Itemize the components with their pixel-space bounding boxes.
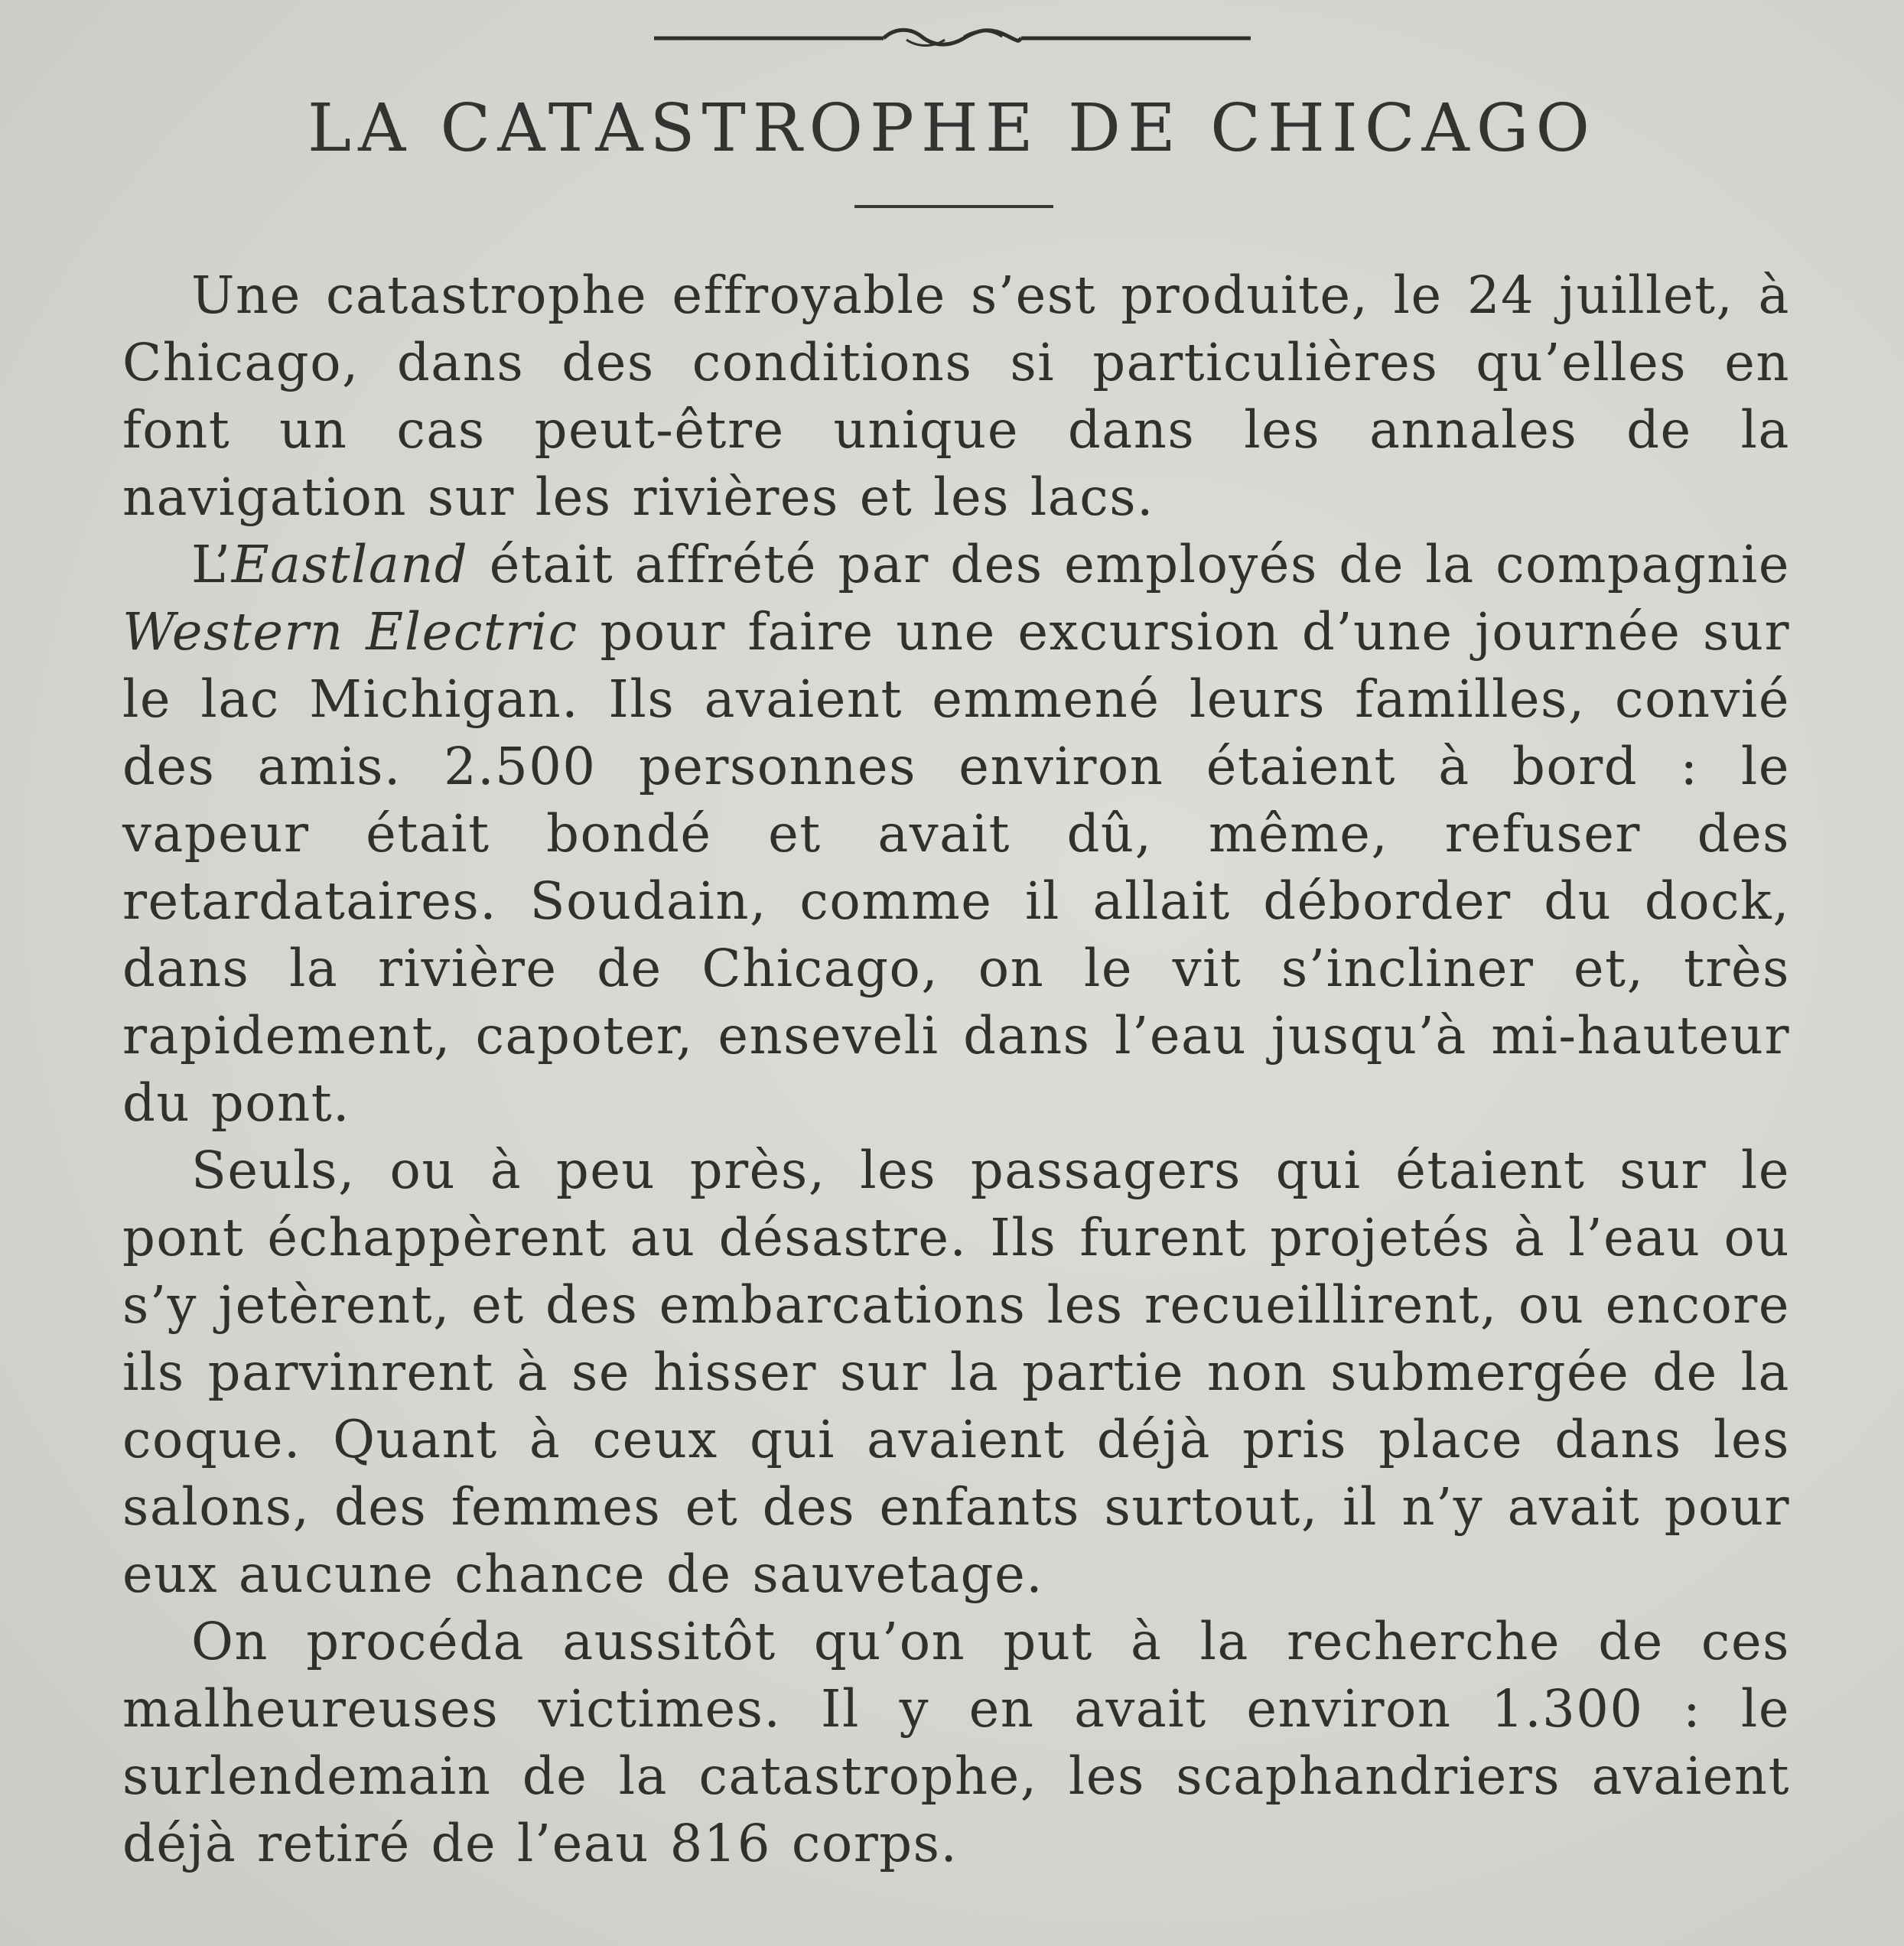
title-rule: [854, 205, 1053, 208]
text-run: Une catastrophe effroyable s’est produite, le 24 juillet, à Chicago, dans des conditions si particulières qu’elles en font un cas peut-être unique dans les annales de la navigation sur les rivières et les lacs.: [122, 265, 1790, 527]
text-run: L’: [191, 535, 232, 594]
text-run: était affrété par des employés de la compagnie: [468, 535, 1790, 594]
paragraph-4: [122, 1608, 1790, 1877]
italic-name: Eastland: [231, 535, 469, 594]
paragraph-2: [122, 531, 1790, 1137]
text-run: On procéda aussitôt qu’on put à la recherche de ces malheureuses victimes. Il y en avait environ 1.300 : le surlendemain de la catastrophe, les scaphandriers avaient déjà retiré de l’eau 816 corps.: [122, 1612, 1790, 1873]
text-run: pour faire une excursion d’une journée sur le lac Michigan. Ils avaient emmené leurs familles, convié des amis. 2.500 personnes environ étaient à bord : le vapeur était bondé et avait dû, même, refuser des retardataires. Soudain, comme il allait déborder du dock, dans la rivière de Chicago, on le vit s’incliner et, très rapidement, capoter, enseveli dans l’eau jusqu’à mi-hauteur du pont.: [122, 602, 1791, 1133]
article-body: [122, 262, 1790, 1877]
paragraph-1: [122, 262, 1790, 531]
text-run: Seuls, ou à peu près, les passagers qui étaient sur le pont échappèrent au désastre. Ils furent projetés à l’eau ou s’y jetèrent, et des embarcations les recueillirent, ou encore ils parvinrent à se hisser sur la partie non submergée de la coque. Quant à ceux qui avaient déjà pris place dans les salons, des femmes et des enfants surtout, il n’y avait pour eux aucune chance de sauvetage.: [122, 1141, 1790, 1604]
ornamental-divider-icon: [654, 21, 1251, 57]
italic-name: Western Electric: [122, 602, 578, 662]
paragraph-3: [122, 1137, 1790, 1608]
article-title: LA CATASTROPHE DE CHICAGO: [308, 90, 1596, 167]
